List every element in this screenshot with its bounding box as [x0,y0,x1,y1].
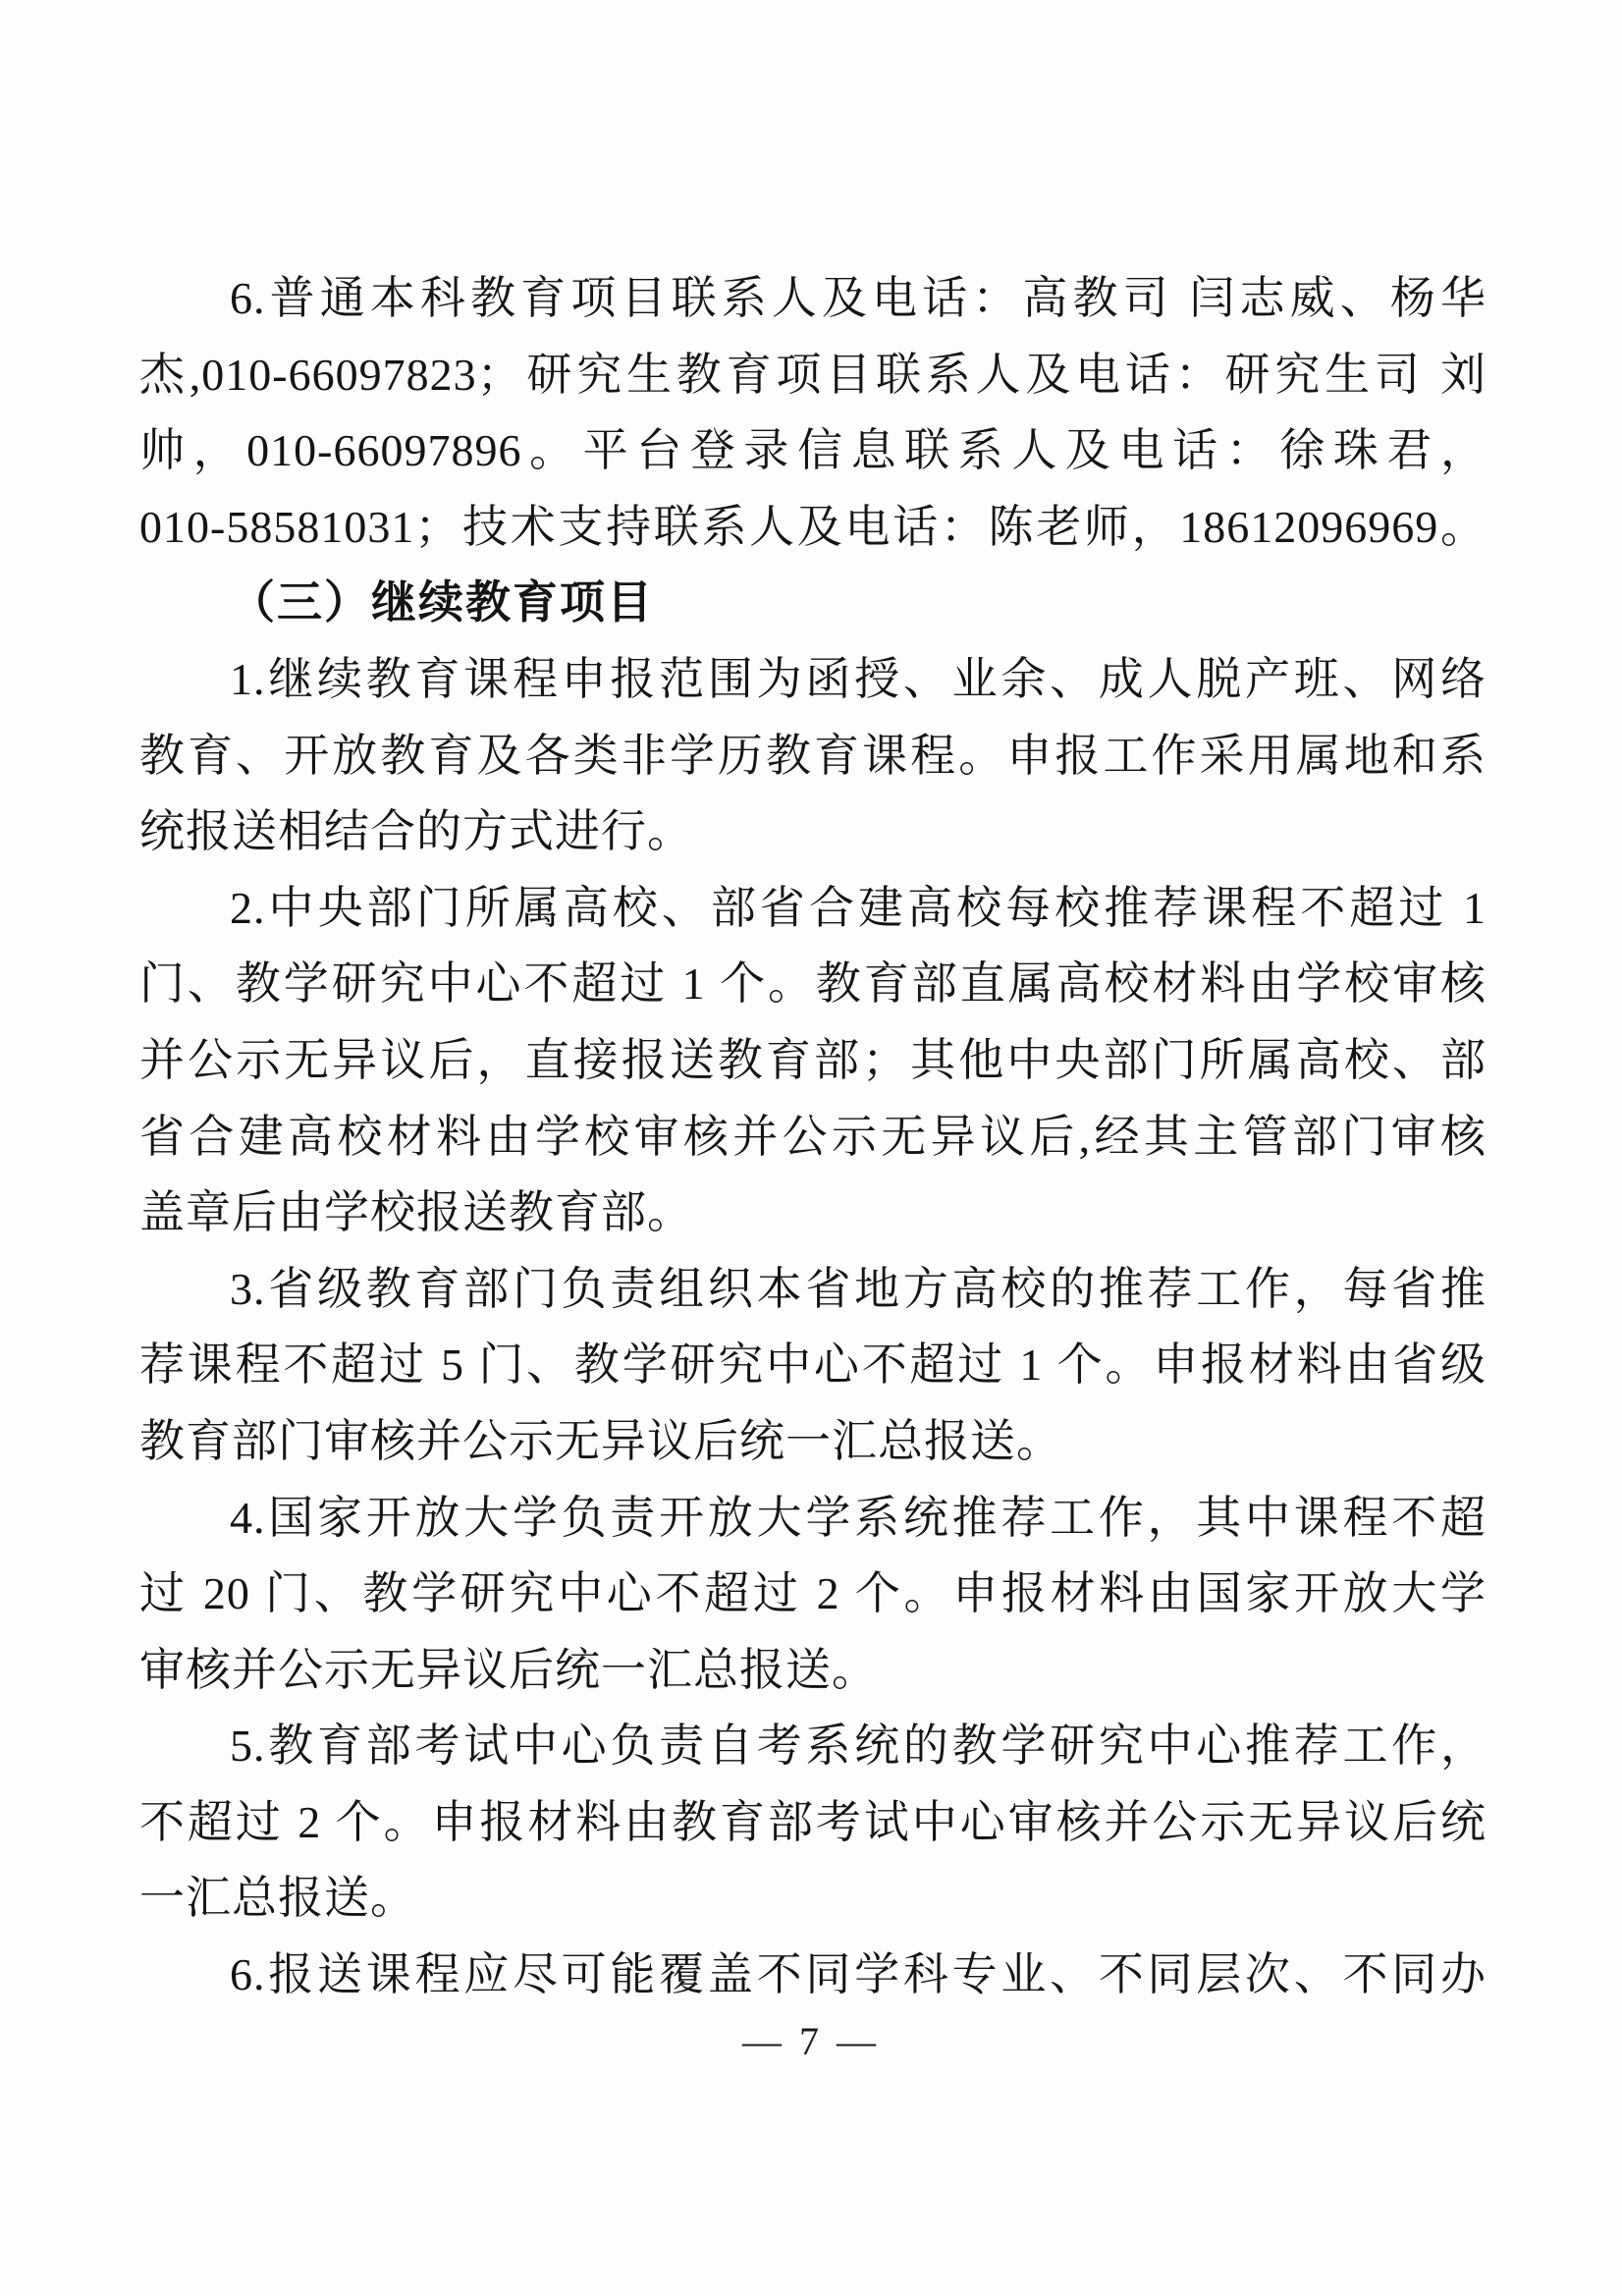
text-line: 010-58581031；技术支持联系人及电话：陈老师，18612096969。 [139,501,1487,552]
text-line: 6.报送课程应尽可能覆盖不同学科专业、不同层次、不同办 [230,1949,1487,2000]
text-line: 2.中央部门所属高校、部省合建高校每校推荐课程不超过 1 [230,882,1487,933]
page-number: — 7 — [742,2019,880,2063]
text-line: 5.教育部考试中心负责自考系统的教学研究中心推荐工作， [230,1721,1487,1772]
text-line: 一汇总报送。 [139,1873,416,1924]
document-body [139,260,1487,2013]
section-heading: （三）继续教育项目 [230,577,654,629]
text-line: 过 20 门、教学研究中心不超过 2 个。申报材料由国家开放大学 [139,1568,1487,1619]
text-line: 不超过 2 个。申报材料由教育部考试中心审核并公示无异议后统 [139,1796,1487,1847]
text-line: 荐课程不超过 5 门、教学研究中心不超过 1 个。申报材料由省级 [139,1339,1487,1391]
text-line: 帅，010-66097896。平台登录信息联系人及电话：徐珠君， [139,425,1487,476]
text-line: 盖章后由学校报送教育部。 [139,1187,693,1238]
text-line: 统报送相结合的方式进行。 [139,806,693,857]
text-line: 并公示无异议后，直接报送教育部；其他中央部门所属高校、部 [139,1034,1487,1085]
text-line: 审核并公示无异议后统一汇总报送。 [139,1644,878,1695]
text-line: 省合建高校材料由学校审核并公示无异议后,经其主管部门审核 [139,1111,1487,1162]
text-line: 教育、开放教育及各类非学历教育课程。申报工作采用属地和系 [139,730,1487,781]
text-line: 1.继续教育课程申报范围为函授、业余、成人脱产班、网络 [230,653,1487,704]
text-line: 6.普通本科教育项目联系人及电话：高教司 闫志威、杨华 [230,273,1487,323]
text-line: 4.国家开放大学负责开放大学系统推荐工作，其中课程不超 [230,1492,1487,1543]
text-line: 教育部门审核并公示无异议后统一汇总报送。 [139,1415,1062,1466]
text-line: 3.省级教育部门负责组织本省地方高校的推荐工作，每省推 [230,1263,1487,1314]
text-line: 门、教学研究中心不超过 1 个。教育部直属高校材料由学校审核 [139,958,1487,1010]
text-line: 杰,010-66097823；研究生教育项目联系人及电话：研究生司 刘 [139,349,1487,400]
